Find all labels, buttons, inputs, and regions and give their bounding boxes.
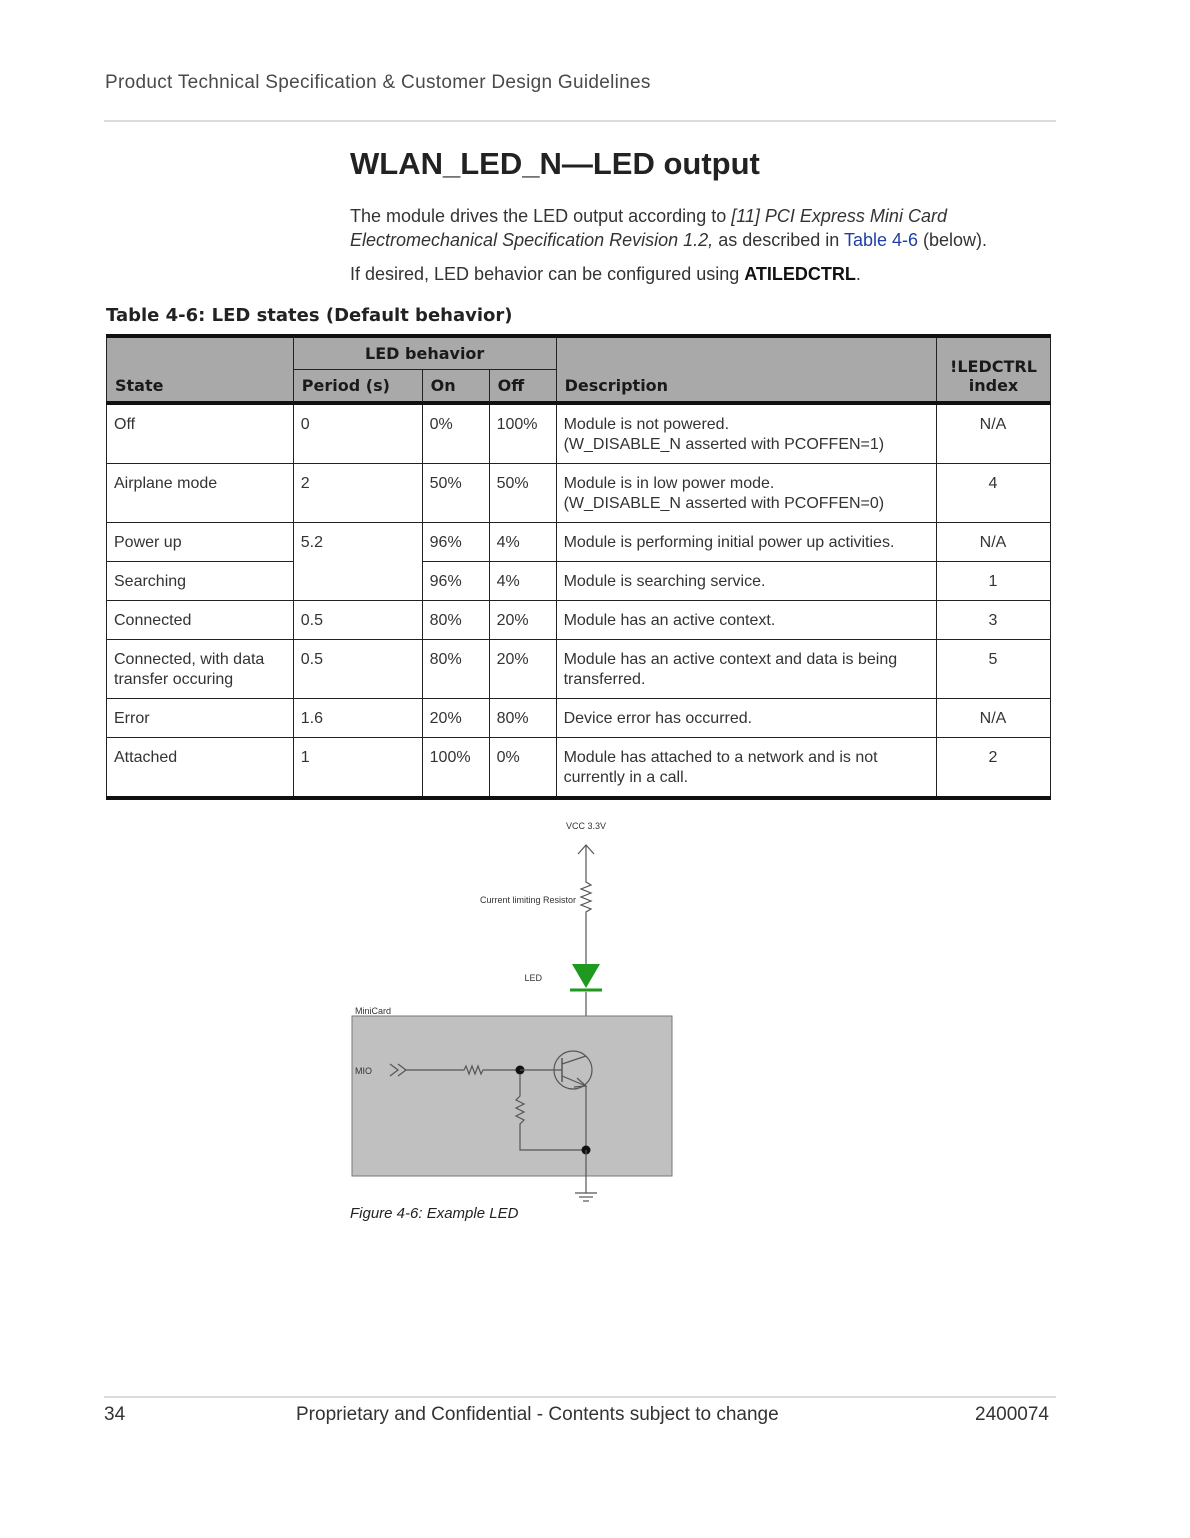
cell-state: Airplane mode bbox=[107, 464, 294, 523]
table-caption: Table 4-6: LED states (Default behavior) bbox=[106, 305, 513, 326]
table-row bbox=[107, 464, 1051, 523]
cell-description: Module is performing initial power up activities. bbox=[556, 523, 936, 562]
table-row bbox=[107, 640, 1051, 699]
cell-index: 1 bbox=[936, 562, 1050, 601]
cell-on: 80% bbox=[422, 640, 489, 699]
cell-off: 4% bbox=[489, 523, 556, 562]
cell-off: 80% bbox=[489, 699, 556, 738]
cell-period: 0.5 bbox=[293, 601, 422, 640]
vcc-label: VCC 3.3V bbox=[565, 821, 607, 831]
cell-on: 0% bbox=[422, 403, 489, 464]
cell-index: N/A bbox=[936, 523, 1050, 562]
table-row bbox=[107, 562, 1051, 601]
vcc-arrow-icon bbox=[578, 845, 594, 878]
description-line: (W_DISABLE_N asserted with PCOFFEN=0) bbox=[563, 495, 885, 512]
page-number: 34 bbox=[104, 1404, 126, 1425]
minicard-board bbox=[352, 1016, 672, 1176]
cell-off: 4% bbox=[489, 562, 556, 601]
table-row bbox=[107, 403, 1051, 464]
header-off: Off bbox=[489, 370, 556, 404]
led-label: LED bbox=[524, 973, 542, 983]
config-text-start: If desired, LED behavior can be configured using bbox=[350, 264, 745, 284]
cell-state: Connected bbox=[107, 601, 294, 640]
header-ledctrl-index bbox=[936, 336, 1050, 403]
led-circuit-diagram bbox=[340, 810, 690, 1210]
spec-reference: [11] PCI Express Mini Card Electromechanical Specification Revision 1.2, bbox=[350, 206, 947, 250]
header-period: Period (s) bbox=[293, 370, 422, 404]
mio-label: MIO bbox=[355, 1066, 372, 1076]
table-row bbox=[107, 523, 1051, 562]
cell-off: 20% bbox=[489, 601, 556, 640]
cell-period: 0.5 bbox=[293, 640, 422, 699]
cell-off: 50% bbox=[489, 464, 556, 523]
cell-off: 100% bbox=[489, 403, 556, 464]
cell-index: 3 bbox=[936, 601, 1050, 640]
header-ledctrl-line2: index bbox=[968, 376, 1019, 395]
cell-period: 1.6 bbox=[293, 699, 422, 738]
cell-description: Module is searching service. bbox=[556, 562, 936, 601]
cell-index: 5 bbox=[936, 640, 1050, 699]
cell-period: 2 bbox=[293, 464, 422, 523]
cell-off: 20% bbox=[489, 640, 556, 699]
cell-index: 4 bbox=[936, 464, 1050, 523]
table-row bbox=[107, 601, 1051, 640]
cell-on: 50% bbox=[422, 464, 489, 523]
resistor-label: Current limiting Resistor bbox=[479, 895, 576, 905]
header-on: On bbox=[422, 370, 489, 404]
config-text-end: . bbox=[855, 264, 861, 284]
cell-on: 96% bbox=[422, 562, 489, 601]
cell-description: Module has an active context. bbox=[556, 601, 936, 640]
header-state: State bbox=[107, 336, 294, 403]
current-limiting-resistor-icon bbox=[581, 878, 591, 964]
cell-on: 100% bbox=[422, 738, 489, 799]
cell-index: N/A bbox=[936, 403, 1050, 464]
cell-description bbox=[556, 464, 936, 523]
minicard-label: MiniCard bbox=[355, 1006, 392, 1016]
description-line: Module is not powered. bbox=[563, 416, 730, 433]
cell-state: Attached bbox=[107, 738, 294, 799]
cell-period bbox=[293, 562, 422, 601]
cell-on: 20% bbox=[422, 699, 489, 738]
intro-text-mid: as described in bbox=[713, 230, 844, 250]
cell-state: Error bbox=[107, 699, 294, 738]
confidentiality-notice: Proprietary and Confidential - Contents subject to change bbox=[296, 1404, 779, 1425]
header-ledctrl-line1: !LEDCTRL bbox=[950, 357, 1037, 376]
section-title: WLAN_LED_N—LED output bbox=[350, 146, 760, 181]
cell-period: 5.2 bbox=[293, 523, 422, 562]
cell-description: Module has an active context and data is being transferred. bbox=[556, 640, 936, 699]
table-row bbox=[107, 699, 1051, 738]
cell-state: Off bbox=[107, 403, 294, 464]
table-link[interactable]: Table 4-6 bbox=[843, 230, 918, 250]
led-states-table bbox=[106, 334, 1051, 800]
header-led-behavior: LED behavior bbox=[293, 336, 556, 370]
document-number: 2400074 bbox=[975, 1404, 1049, 1425]
cell-index: 2 bbox=[936, 738, 1050, 799]
description-line: Module is in low power mode. bbox=[563, 475, 775, 492]
cell-state: Searching bbox=[107, 562, 294, 601]
cell-period: 1 bbox=[293, 738, 422, 799]
cell-state: Power up bbox=[107, 523, 294, 562]
config-paragraph bbox=[350, 262, 1050, 286]
header-description: Description bbox=[556, 336, 936, 403]
header-divider bbox=[104, 120, 1056, 122]
cell-off: 0% bbox=[489, 738, 556, 799]
cell-description bbox=[556, 403, 936, 464]
led-icon bbox=[570, 964, 602, 990]
figure-caption: Figure 4-6: Example LED bbox=[350, 1205, 519, 1222]
intro-text-start: The module drives the LED output according to bbox=[350, 206, 732, 226]
table-row bbox=[107, 738, 1051, 799]
at-command: ATILEDCTRL bbox=[744, 264, 856, 284]
intro-paragraph bbox=[350, 204, 1050, 252]
cell-description: Module has attached to a network and is not currently in a call. bbox=[556, 738, 936, 799]
cell-state: Connected, with data transfer occuring bbox=[107, 640, 294, 699]
cell-on: 80% bbox=[422, 601, 489, 640]
cell-period: 0 bbox=[293, 403, 422, 464]
description-line: (W_DISABLE_N asserted with PCOFFEN=1) bbox=[563, 436, 885, 453]
cell-index: N/A bbox=[936, 699, 1050, 738]
intro-text-end: (below). bbox=[918, 230, 988, 250]
cell-on: 96% bbox=[422, 523, 489, 562]
footer-divider bbox=[104, 1396, 1056, 1398]
running-header: Product Technical Specification & Customer Design Guidelines bbox=[105, 72, 651, 93]
cell-description: Device error has occurred. bbox=[556, 699, 936, 738]
